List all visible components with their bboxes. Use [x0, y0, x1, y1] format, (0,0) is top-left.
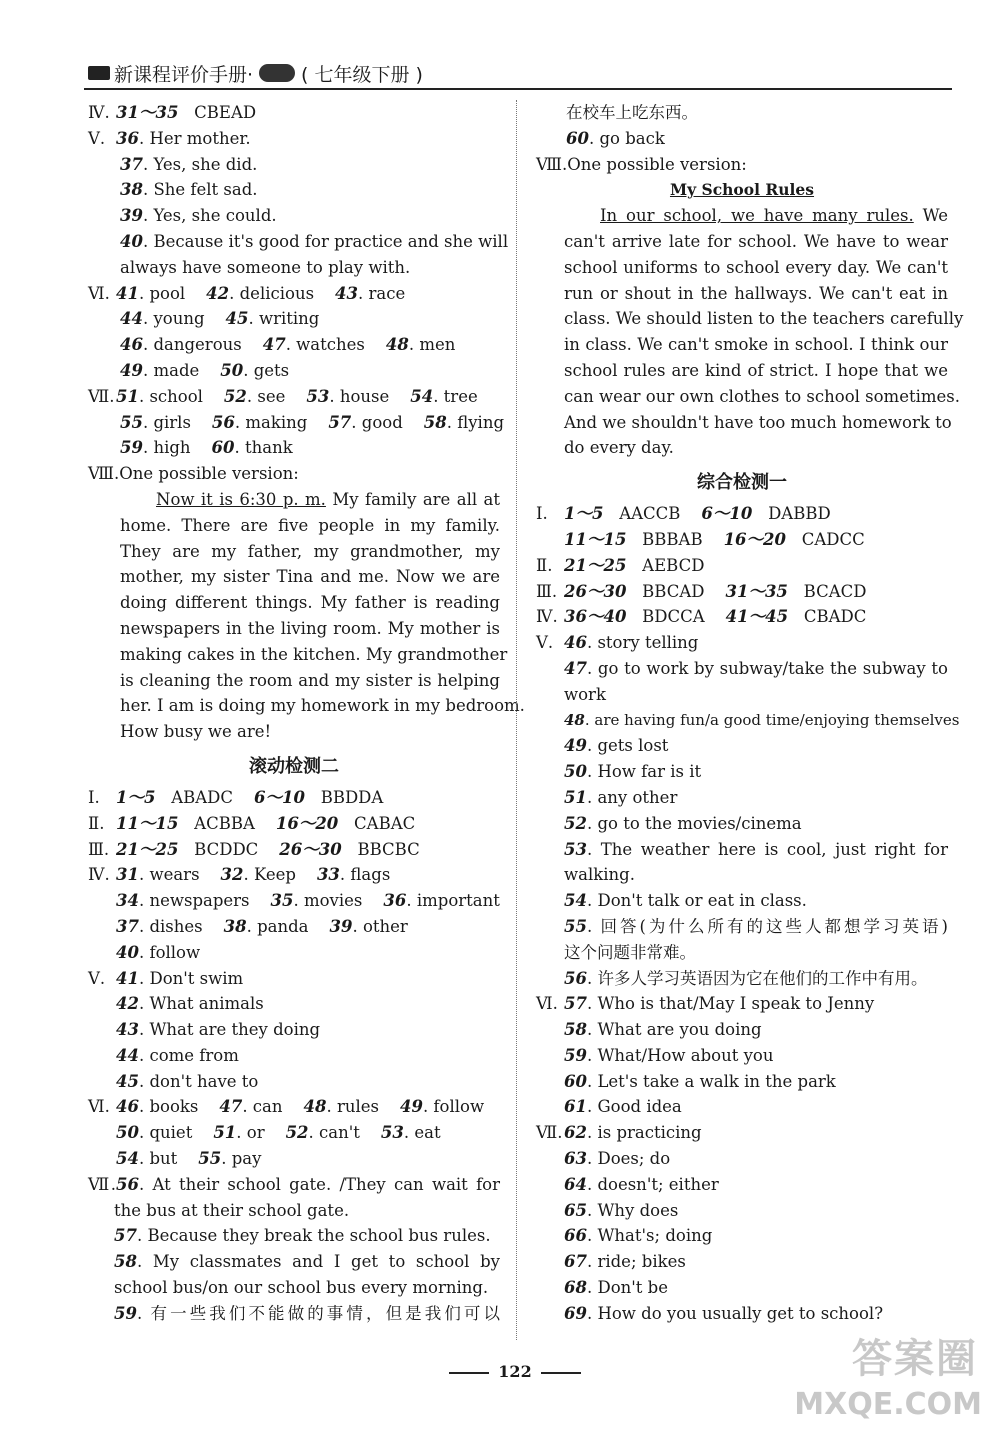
- answer-line: 55. girls 56. making 57. good 58. flying: [120, 412, 505, 432]
- answer-line: work: [564, 684, 606, 704]
- header-rule: [84, 88, 952, 90]
- answer-line: the bus at their school gate.: [114, 1200, 350, 1220]
- footer-ornament-icon: [541, 1372, 581, 1374]
- answer-line: 60. go back: [566, 128, 665, 148]
- page-footer: [440, 1362, 590, 1381]
- answer-line: newspapers in the living room. My mother is: [120, 618, 500, 638]
- answer-line: 53. The weather here is cool, just right for: [564, 839, 948, 859]
- section-numeral: Ⅰ.: [88, 787, 100, 807]
- answer-line: 61. Good idea: [564, 1097, 682, 1117]
- answer-line: 64. doesn't; either: [564, 1174, 719, 1194]
- answer-line: can wear our own clothes to school sometimes.: [564, 386, 960, 406]
- essay-title: My School Rules: [669, 180, 815, 200]
- answer-line: In our school, we have many rules. We: [600, 206, 948, 226]
- answer-line: 42. What animals: [116, 994, 264, 1014]
- answer-line: Ⅰ. 1～5 AACCB 6～10 DABBD: [536, 501, 948, 527]
- answer-line: 34. newspapers 35. movies 36. important: [116, 891, 500, 911]
- section-numeral: Ⅱ.: [88, 813, 105, 833]
- section-numeral: Ⅱ.: [536, 555, 553, 575]
- answer-line: 51. any other: [564, 787, 678, 807]
- answer-line: Ⅱ. 21～25 AEBCD: [536, 553, 948, 579]
- answer-line: Ⅲ. 26～30 BBCAD 31～35 BCACD: [536, 579, 948, 605]
- section-numeral: Ⅰ.: [536, 504, 548, 524]
- answer-line: 65. Why does: [564, 1200, 679, 1220]
- answer-line: Ⅵ. 46. books 47. can 48. rules 49. follow: [88, 1094, 500, 1120]
- section-numeral: Ⅶ.: [88, 386, 115, 406]
- section-title: 综合检测一: [697, 472, 787, 494]
- answer-line: And we shouldn't have too much homework to: [564, 412, 952, 432]
- answer-line: doing different things. My father is reading: [120, 593, 500, 613]
- section-numeral: Ⅳ.: [536, 607, 558, 627]
- answer-line: Ⅳ. 31～35 CBEAD: [88, 100, 500, 126]
- answer-line: Ⅴ. 41. Don't swim: [88, 966, 500, 992]
- answer-line: class. We should listen to the teachers carefully: [564, 309, 964, 329]
- watermark-logo: 答案圈: [852, 1336, 978, 1382]
- answer-line: home. There are five people in my family.: [120, 515, 500, 535]
- answer-line: Ⅳ. 36～40 BDCCA 41～45 CBADC: [536, 604, 948, 630]
- answer-line: 56. 许多人学习英语因为它在他们的工作中有用。: [564, 968, 928, 988]
- series-badge-icon: [259, 64, 295, 82]
- answer-line: 67. ride; bikes: [564, 1252, 686, 1272]
- answer-line: run or shout in the hallways. We can't eat in: [564, 283, 948, 303]
- section-numeral: Ⅷ.: [536, 154, 568, 174]
- answer-line: Ⅵ. 57. Who is that/May I speak to Jenny: [536, 991, 948, 1017]
- answer-line: school bus/on our school bus every morning.: [114, 1278, 489, 1298]
- section-numeral: Ⅴ.: [88, 968, 106, 988]
- answer-line: Ⅳ. 31. wears 32. Keep 33. flags: [88, 862, 500, 888]
- watermark-url: MXQE.COM: [794, 1387, 982, 1422]
- publisher-logo-icon: [88, 66, 110, 80]
- answer-line: 52. go to the movies/cinema: [564, 813, 802, 833]
- answer-line: 50. quiet 51. or 52. can't 53. eat: [116, 1123, 441, 1143]
- page-header: [88, 60, 423, 86]
- answer-line: 49. made 50. gets: [120, 360, 290, 380]
- answer-line: Ⅴ. 36. Her mother.: [88, 126, 500, 152]
- answer-line: 45. don't have to: [116, 1071, 259, 1091]
- answer-line: Now it is 6:30 p. m. My family are all at: [156, 489, 500, 509]
- answer-line: 39. Yes, she could.: [120, 206, 277, 226]
- answer-line: 49. gets lost: [564, 736, 669, 756]
- column-divider: [516, 100, 517, 1340]
- section-numeral: Ⅴ.: [88, 128, 106, 148]
- section-numeral: Ⅲ.: [88, 839, 110, 859]
- section-numeral: Ⅴ.: [536, 633, 554, 653]
- answer-line: 63. Does; do: [564, 1149, 671, 1169]
- answer-line: 46. dangerous 47. watches 48. men: [120, 335, 456, 355]
- answer-line: 58. My classmates and I get to school by: [114, 1252, 500, 1272]
- answer-line: 57. Because they break the school bus rules.: [114, 1226, 491, 1246]
- answer-line: her. I am is doing my homework in my bedroom.: [120, 696, 525, 716]
- answer-line: do every day.: [564, 438, 674, 458]
- answer-line: is cleaning the room and my sister is helping: [120, 670, 500, 690]
- answer-line: Ⅰ. 1～5 ABADC 6～10 BBDDA: [88, 785, 500, 811]
- answer-line: can't arrive late for school. We have to wear: [564, 231, 948, 251]
- answer-line: Ⅱ. 11～15 ACBBA 16～20 CABAC: [88, 811, 500, 837]
- answer-line: 66. What's; doing: [564, 1226, 713, 1246]
- answer-line: school rules are kind of strict. I hope that we: [564, 360, 948, 380]
- answer-line: 50. How far is it: [564, 762, 702, 782]
- answer-line: 58. What are you doing: [564, 1020, 762, 1040]
- answer-line: making cakes in the kitchen. My grandmother: [120, 644, 508, 664]
- answer-line: 48. are having fun/a good time/enjoying themselves: [564, 710, 960, 729]
- answer-line: 59. high 60. thank: [120, 438, 293, 458]
- answer-line: in class. We can't smoke in school. I think our: [564, 335, 948, 355]
- answer-line: Ⅶ.56. At their school gate. /They can wait for: [88, 1172, 500, 1198]
- answer-line: 40. Because it's good for practice and she will: [120, 231, 509, 251]
- grade-label: ( 七年级下册 ): [301, 63, 423, 86]
- answer-line: 54. but 55. pay: [116, 1149, 262, 1169]
- footer-ornament-icon: [449, 1372, 489, 1374]
- answer-line: Ⅷ.One possible version:: [536, 152, 948, 178]
- answer-line: How busy we are!: [120, 722, 272, 742]
- answer-line: 44. young 45. writing: [120, 309, 320, 329]
- answer-line: Ⅷ.One possible version:: [88, 461, 500, 487]
- answer-line: walking.: [564, 865, 635, 885]
- answer-line: 37. Yes, she did.: [120, 154, 258, 174]
- answer-line: 59. What/How about you: [564, 1045, 774, 1065]
- section-numeral: Ⅶ.: [88, 1174, 116, 1194]
- section-numeral: Ⅳ.: [88, 103, 110, 122]
- answer-line: 55. 回答(为什么所有的这些人都想学习英语): [564, 916, 948, 936]
- answer-line: Ⅶ.62. is practicing: [536, 1120, 948, 1146]
- answer-line: Ⅴ. 46. story telling: [536, 630, 948, 656]
- answer-line: Ⅵ. 41. pool 42. delicious 43. race: [88, 281, 500, 307]
- answer-line: 54. Don't talk or eat in class.: [564, 891, 807, 911]
- left-column: [88, 100, 525, 1327]
- section-title: 滚动检测二: [249, 755, 339, 777]
- answer-line: 68. Don't be: [564, 1278, 668, 1298]
- section-numeral: Ⅳ.: [88, 865, 110, 885]
- section-numeral: Ⅵ.: [88, 1097, 110, 1117]
- answer-line: 11～15 BBBAB 16～20 CADCC: [564, 529, 865, 549]
- section-numeral: Ⅷ.: [88, 464, 120, 484]
- answer-line: 43. What are they doing: [116, 1020, 321, 1040]
- answer-line: 59. 有一些我们不能做的事情，但是我们可以: [114, 1303, 500, 1323]
- answer-line: school uniforms to school every day. We can't: [564, 257, 948, 277]
- answer-line: 60. Let's take a walk in the park: [564, 1071, 836, 1091]
- section-numeral: Ⅵ.: [536, 994, 558, 1014]
- answer-line: 40. follow: [116, 942, 201, 962]
- answer-line: 这个问题非常难。: [564, 942, 696, 962]
- section-numeral: Ⅵ.: [88, 283, 110, 303]
- section-numeral: Ⅶ.: [536, 1123, 563, 1143]
- answer-line: 在校车上吃东西。: [566, 103, 698, 122]
- answer-line: Ⅶ.51. school 52. see 53. house 54. tree: [88, 384, 500, 410]
- right-column: [536, 100, 964, 1327]
- answer-line: They are my father, my grandmother, my: [120, 541, 500, 561]
- answer-line: 44. come from: [116, 1045, 239, 1065]
- answer-line: Ⅲ. 21～25 BCDDC 26～30 BBCBC: [88, 837, 500, 863]
- answer-line: 47. go to work by subway/take the subway to: [564, 658, 948, 678]
- answer-line: 69. How do you usually get to school?: [564, 1303, 884, 1323]
- answer-line: always have someone to play with.: [120, 257, 411, 277]
- page-number: 122: [498, 1362, 532, 1381]
- section-numeral: Ⅲ.: [536, 581, 558, 601]
- answer-line: mother, my sister Tina and me. Now we are: [120, 567, 500, 587]
- answer-line: 37. dishes 38. panda 39. other: [116, 916, 408, 936]
- book-title: 新课程评价手册·: [114, 63, 254, 86]
- answer-line: 38. She felt sad.: [120, 180, 258, 200]
